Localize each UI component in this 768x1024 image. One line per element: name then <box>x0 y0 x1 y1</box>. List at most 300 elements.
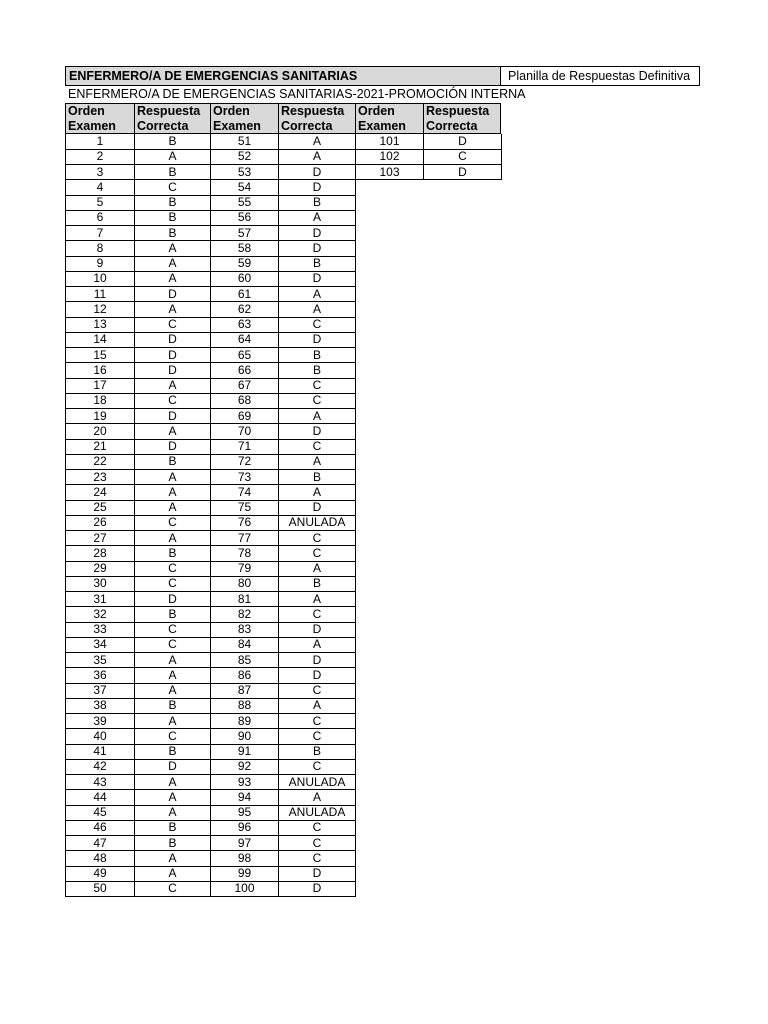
correct-answer: B <box>279 348 356 363</box>
correct-answer: A <box>135 149 211 164</box>
correct-answer: C <box>135 881 211 896</box>
header-respuesta-line2: Correcta <box>137 119 189 133</box>
correct-answer: B <box>135 744 211 759</box>
correct-answer: B <box>135 210 211 225</box>
correct-answer: B <box>135 820 211 835</box>
answer-row <box>211 241 356 256</box>
question-number: 71 <box>211 439 279 454</box>
question-number: 69 <box>211 409 279 424</box>
question-number: 63 <box>211 317 279 332</box>
question-number: 37 <box>66 683 135 698</box>
answer-row <box>66 698 211 713</box>
answer-row <box>66 744 211 759</box>
answer-row <box>211 378 356 393</box>
question-number: 48 <box>66 851 135 866</box>
correct-answer: A <box>135 683 211 698</box>
question-number: 85 <box>211 653 279 668</box>
header-orden-line2: Examen <box>213 119 261 133</box>
question-number: 32 <box>66 607 135 622</box>
correct-answer: D <box>279 241 356 256</box>
header-respuesta-line1: Respuesta <box>137 104 201 118</box>
correct-answer: A <box>279 485 356 500</box>
answer-row <box>66 393 211 408</box>
question-number: 25 <box>66 500 135 515</box>
question-number: 19 <box>66 409 135 424</box>
question-number: 1 <box>66 134 135 149</box>
correct-answer: C <box>279 439 356 454</box>
answer-row <box>66 515 211 530</box>
question-number: 2 <box>66 149 135 164</box>
correct-answer: B <box>135 226 211 241</box>
correct-answer: A <box>135 256 211 271</box>
correct-answer: ANULADA <box>279 805 356 820</box>
answer-row <box>211 363 356 378</box>
correct-answer: C <box>279 836 356 851</box>
answer-row <box>66 546 211 561</box>
answer-row <box>211 576 356 591</box>
correct-answer: B <box>135 165 211 180</box>
question-number: 16 <box>66 363 135 378</box>
question-number: 88 <box>211 698 279 713</box>
answer-row <box>66 607 211 622</box>
correct-answer: D <box>279 653 356 668</box>
question-number: 23 <box>66 470 135 485</box>
correct-answer: A <box>135 302 211 317</box>
question-number: 98 <box>211 851 279 866</box>
answer-row <box>211 851 356 866</box>
answer-row <box>211 881 356 896</box>
correct-answer: B <box>279 744 356 759</box>
correct-answer: A <box>135 714 211 729</box>
correct-answer: A <box>135 790 211 805</box>
question-number: 73 <box>211 470 279 485</box>
header-respuesta-1 <box>134 103 210 134</box>
question-number: 51 <box>211 134 279 149</box>
question-number: 79 <box>211 561 279 576</box>
correct-answer: D <box>135 439 211 454</box>
answer-row <box>211 637 356 652</box>
question-number: 46 <box>66 820 135 835</box>
sheet-title: ENFERMERO/A DE EMERGENCIAS SANITARIAS <box>65 66 501 86</box>
answer-row <box>211 180 356 195</box>
correct-answer: C <box>279 317 356 332</box>
correct-answer: A <box>135 485 211 500</box>
correct-answer: B <box>135 836 211 851</box>
correct-answer: D <box>279 271 356 286</box>
question-number: 21 <box>66 439 135 454</box>
answer-row <box>66 576 211 591</box>
correct-answer: C <box>424 149 502 164</box>
question-number: 55 <box>211 195 279 210</box>
answer-row <box>66 820 211 835</box>
answer-row <box>211 454 356 469</box>
question-number: 56 <box>211 210 279 225</box>
question-number: 39 <box>66 714 135 729</box>
answer-row <box>356 134 502 149</box>
correct-answer: B <box>279 576 356 591</box>
correct-answer: D <box>279 622 356 637</box>
correct-answer: C <box>279 546 356 561</box>
correct-answer: C <box>135 637 211 652</box>
question-number: 4 <box>66 180 135 195</box>
question-number: 45 <box>66 805 135 820</box>
header-respuesta-line2: Correcta <box>426 119 478 133</box>
question-number: 40 <box>66 729 135 744</box>
answer-row <box>66 790 211 805</box>
correct-answer: C <box>279 393 356 408</box>
question-number: 24 <box>66 485 135 500</box>
answer-row <box>211 698 356 713</box>
answer-row <box>66 836 211 851</box>
correct-answer: D <box>135 287 211 302</box>
answer-row <box>66 332 211 347</box>
question-number: 97 <box>211 836 279 851</box>
answer-row <box>211 409 356 424</box>
question-number: 9 <box>66 256 135 271</box>
correct-answer: A <box>279 454 356 469</box>
header-orden-1 <box>65 103 134 134</box>
correct-answer: A <box>279 637 356 652</box>
answer-row <box>66 165 211 180</box>
question-number: 72 <box>211 454 279 469</box>
answer-row <box>66 302 211 317</box>
sheet-subtitle: ENFERMERO/A DE EMERGENCIAS SANITARIAS-2021-PROMOCIÓN INTERNA <box>68 87 526 101</box>
correct-answer: A <box>135 470 211 485</box>
answer-row <box>211 729 356 744</box>
header-respuesta-line2: Correcta <box>281 119 333 133</box>
question-number: 59 <box>211 256 279 271</box>
correct-answer: D <box>279 866 356 881</box>
correct-answer: D <box>279 332 356 347</box>
answer-row <box>211 668 356 683</box>
answer-row <box>66 653 211 668</box>
question-number: 62 <box>211 302 279 317</box>
correct-answer: B <box>135 698 211 713</box>
correct-answer: C <box>279 729 356 744</box>
correct-answer: A <box>279 790 356 805</box>
question-number: 65 <box>211 348 279 363</box>
answer-row <box>211 149 356 164</box>
correct-answer: A <box>135 653 211 668</box>
correct-answer: C <box>135 622 211 637</box>
header-orden-3 <box>355 103 423 134</box>
answer-row <box>211 622 356 637</box>
answer-row <box>211 439 356 454</box>
question-number: 38 <box>66 698 135 713</box>
question-number: 70 <box>211 424 279 439</box>
question-number: 81 <box>211 592 279 607</box>
answer-row <box>66 378 211 393</box>
answer-row <box>66 424 211 439</box>
answer-row <box>211 195 356 210</box>
question-number: 34 <box>66 637 135 652</box>
answer-row <box>211 836 356 851</box>
correct-answer: D <box>424 134 502 149</box>
question-number: 54 <box>211 180 279 195</box>
answer-row <box>66 592 211 607</box>
correct-answer: B <box>135 195 211 210</box>
correct-answer: B <box>279 256 356 271</box>
answer-row <box>211 226 356 241</box>
answer-row <box>211 820 356 835</box>
question-number: 90 <box>211 729 279 744</box>
question-number: 14 <box>66 332 135 347</box>
correct-answer: D <box>279 668 356 683</box>
correct-answer: A <box>135 668 211 683</box>
question-number: 43 <box>66 775 135 790</box>
answer-row <box>66 851 211 866</box>
header-respuesta-line1: Respuesta <box>281 104 345 118</box>
correct-answer: A <box>135 241 211 256</box>
answer-row <box>66 348 211 363</box>
correct-answer: C <box>279 531 356 546</box>
correct-answer: C <box>279 714 356 729</box>
answer-row <box>66 287 211 302</box>
question-number: 27 <box>66 531 135 546</box>
correct-answer: A <box>279 287 356 302</box>
correct-answer: ANULADA <box>279 775 356 790</box>
answer-row <box>211 714 356 729</box>
question-number: 20 <box>66 424 135 439</box>
answer-row <box>211 531 356 546</box>
answer-row <box>211 683 356 698</box>
correct-answer: B <box>135 546 211 561</box>
answer-row <box>211 348 356 363</box>
header-orden-line2: Examen <box>68 119 116 133</box>
answer-row <box>66 622 211 637</box>
answer-row <box>211 592 356 607</box>
correct-answer: D <box>135 592 211 607</box>
question-number: 8 <box>66 241 135 256</box>
question-number: 96 <box>211 820 279 835</box>
correct-answer: D <box>135 363 211 378</box>
answer-row <box>66 363 211 378</box>
question-number: 57 <box>211 226 279 241</box>
question-number: 99 <box>211 866 279 881</box>
question-number: 31 <box>66 592 135 607</box>
answer-row <box>66 409 211 424</box>
question-number: 95 <box>211 805 279 820</box>
question-number: 67 <box>211 378 279 393</box>
answer-row <box>66 637 211 652</box>
answer-row <box>66 775 211 790</box>
question-number: 58 <box>211 241 279 256</box>
question-number: 13 <box>66 317 135 332</box>
question-number: 64 <box>211 332 279 347</box>
correct-answer: C <box>135 180 211 195</box>
question-number: 50 <box>66 881 135 896</box>
question-number: 93 <box>211 775 279 790</box>
question-number: 91 <box>211 744 279 759</box>
header-respuesta-3 <box>423 103 501 134</box>
correct-answer: B <box>279 363 356 378</box>
question-number: 87 <box>211 683 279 698</box>
question-number: 44 <box>66 790 135 805</box>
question-number: 101 <box>356 134 424 149</box>
question-number: 47 <box>66 836 135 851</box>
correct-answer: A <box>135 775 211 790</box>
correct-answer: D <box>135 409 211 424</box>
question-number: 66 <box>211 363 279 378</box>
question-number: 102 <box>356 149 424 164</box>
answer-row <box>211 424 356 439</box>
question-number: 10 <box>66 271 135 286</box>
answer-row <box>66 866 211 881</box>
correct-answer: A <box>135 271 211 286</box>
answer-row <box>66 180 211 195</box>
question-number: 76 <box>211 515 279 530</box>
answers-table-3 <box>355 134 502 180</box>
correct-answer: D <box>135 759 211 774</box>
correct-answer: A <box>279 698 356 713</box>
answer-row <box>211 790 356 805</box>
answer-row <box>211 134 356 149</box>
question-number: 84 <box>211 637 279 652</box>
correct-answer: C <box>135 393 211 408</box>
question-number: 22 <box>66 454 135 469</box>
correct-answer: A <box>135 805 211 820</box>
question-number: 33 <box>66 622 135 637</box>
correct-answer: D <box>279 881 356 896</box>
answer-row <box>66 729 211 744</box>
question-number: 61 <box>211 287 279 302</box>
correct-answer: A <box>135 378 211 393</box>
correct-answer: D <box>279 226 356 241</box>
answer-row <box>211 515 356 530</box>
answer-row <box>356 149 502 164</box>
answer-row <box>211 393 356 408</box>
question-number: 42 <box>66 759 135 774</box>
header-orden-line2: Examen <box>358 119 406 133</box>
question-number: 94 <box>211 790 279 805</box>
question-number: 6 <box>66 210 135 225</box>
correct-answer: C <box>279 683 356 698</box>
question-number: 5 <box>66 195 135 210</box>
correct-answer: D <box>279 180 356 195</box>
correct-answer: B <box>135 134 211 149</box>
question-number: 52 <box>211 149 279 164</box>
answer-row <box>211 561 356 576</box>
question-number: 28 <box>66 546 135 561</box>
question-number: 3 <box>66 165 135 180</box>
question-number: 92 <box>211 759 279 774</box>
answer-row <box>211 744 356 759</box>
question-number: 68 <box>211 393 279 408</box>
question-number: 29 <box>66 561 135 576</box>
correct-answer: A <box>135 500 211 515</box>
question-number: 35 <box>66 653 135 668</box>
question-number: 12 <box>66 302 135 317</box>
answer-row <box>66 714 211 729</box>
correct-answer: C <box>279 851 356 866</box>
correct-answer: A <box>135 866 211 881</box>
answer-row <box>66 668 211 683</box>
header-orden-line1: Orden <box>358 104 395 118</box>
correct-answer: C <box>279 759 356 774</box>
question-number: 86 <box>211 668 279 683</box>
header-respuesta-line1: Respuesta <box>426 104 490 118</box>
question-number: 53 <box>211 165 279 180</box>
question-number: 80 <box>211 576 279 591</box>
answer-row <box>211 759 356 774</box>
question-number: 74 <box>211 485 279 500</box>
question-number: 83 <box>211 622 279 637</box>
question-number: 11 <box>66 287 135 302</box>
header-orden-line1: Orden <box>213 104 250 118</box>
answer-row <box>66 485 211 500</box>
correct-answer: C <box>135 576 211 591</box>
correct-answer: B <box>279 470 356 485</box>
header-respuesta-2 <box>278 103 355 134</box>
question-number: 26 <box>66 515 135 530</box>
question-number: 75 <box>211 500 279 515</box>
answer-row <box>211 607 356 622</box>
question-number: 7 <box>66 226 135 241</box>
question-number: 103 <box>356 165 424 180</box>
answer-row <box>66 454 211 469</box>
answer-row <box>66 195 211 210</box>
answers-table-2 <box>210 134 356 897</box>
answer-row <box>66 683 211 698</box>
correct-answer: D <box>279 500 356 515</box>
question-number: 36 <box>66 668 135 683</box>
correct-answer: A <box>279 592 356 607</box>
answer-row <box>211 271 356 286</box>
correct-answer: A <box>279 210 356 225</box>
answer-row <box>66 805 211 820</box>
correct-answer: B <box>135 454 211 469</box>
answer-row <box>66 271 211 286</box>
question-number: 77 <box>211 531 279 546</box>
answer-row <box>211 805 356 820</box>
answer-row <box>66 470 211 485</box>
question-number: 41 <box>66 744 135 759</box>
question-number: 82 <box>211 607 279 622</box>
answer-row <box>211 287 356 302</box>
answer-row <box>66 439 211 454</box>
correct-answer: A <box>279 149 356 164</box>
answer-row <box>66 149 211 164</box>
question-number: 17 <box>66 378 135 393</box>
correct-answer: D <box>135 332 211 347</box>
answer-row <box>66 531 211 546</box>
answer-row <box>211 866 356 881</box>
answer-row <box>66 210 211 225</box>
question-number: 30 <box>66 576 135 591</box>
answer-row <box>66 881 211 896</box>
header-orden-2 <box>210 103 278 134</box>
answer-row <box>66 226 211 241</box>
correct-answer: D <box>279 165 356 180</box>
correct-answer: C <box>135 561 211 576</box>
answer-row <box>211 256 356 271</box>
header-orden-line1: Orden <box>68 104 105 118</box>
answer-row <box>211 653 356 668</box>
correct-answer: B <box>135 607 211 622</box>
answer-row <box>356 165 502 180</box>
correct-answer: A <box>279 409 356 424</box>
answer-row <box>66 759 211 774</box>
answer-row <box>66 317 211 332</box>
question-number: 49 <box>66 866 135 881</box>
answer-row <box>66 134 211 149</box>
correct-answer: A <box>279 302 356 317</box>
correct-answer: C <box>135 729 211 744</box>
question-number: 15 <box>66 348 135 363</box>
question-number: 60 <box>211 271 279 286</box>
correct-answer: C <box>279 378 356 393</box>
answer-row <box>66 256 211 271</box>
